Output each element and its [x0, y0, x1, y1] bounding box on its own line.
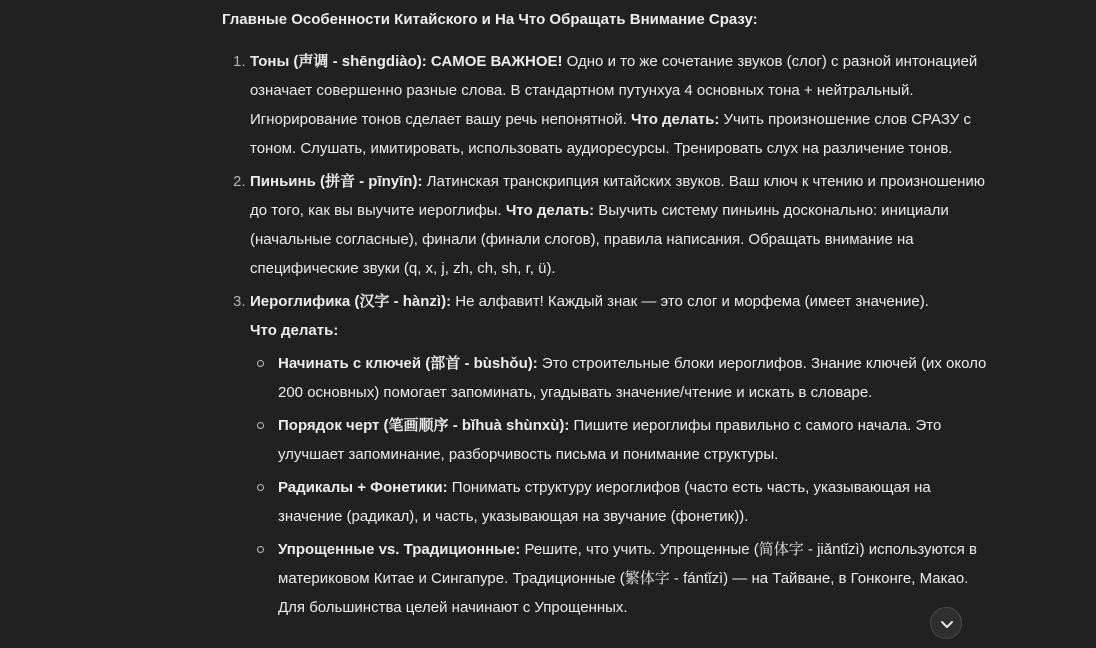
bullet-icon — [257, 360, 264, 367]
sub-item-radicals-phonetics — [278, 473, 990, 531]
features-list — [222, 47, 990, 626]
section-heading: Главные Особенности Китайского и На Что Обращать Внимание Сразу: — [222, 11, 758, 28]
sub-item-title: Начинать с ключей (部首 - bùshǒu): — [278, 355, 538, 372]
sub-item-text: Решите, что учить. Упрощенные (简体字 - jiǎntǐzì) используются в материковом Китае и Сингапуре. Традиционные (繁体字 - fántǐzì) — на Тайване, в Гонконге, Макао. Для большинства целей начинают с Упрощенных. — [278, 541, 977, 616]
list-item-tones — [233, 47, 990, 163]
sub-item-text: Пишите иероглифы правильно с самого начала. Это улучшает запоминание, разборчивость письма и понимание структуры. — [278, 417, 942, 463]
chevron-down-icon — [939, 616, 955, 632]
item-text: Одно и то же сочетание звуков (слог) с разной интонацией означает совершенно разные слова. В стандартном путунхуа 4 основных тона + нейтральный. Игнорирование тонов сделает вашу речь непонятной. — [250, 53, 978, 128]
list-item-hieroglyphics — [233, 287, 990, 622]
item-action-text: Учить произношение слов СРАЗУ с тоном. Слушать, имитировать, использовать аудиоресурсы. Тренировать слух на различение тонов. — [250, 111, 971, 157]
item-text: Латинская транскрипция китайских звуков. Ваш ключ к чтению и произношению до того, как вы выучите иероглифы. — [250, 173, 986, 219]
sub-item-title: Упрощенные vs. Традиционные: — [278, 541, 521, 558]
list-item-pinyin — [233, 167, 990, 283]
sub-item-stroke-order — [278, 411, 990, 469]
item-title: Иероглифика (汉字 - hànzì): — [250, 293, 452, 310]
sub-item-text: Это строительные блоки иероглифов. Знание ключей (их около 200 основных) помогает запоминать, угадывать значение/чтение и искать в словаре. — [278, 355, 987, 401]
sub-item-title: Порядок черт (笔画顺序 - bǐhuà shùnxù): — [278, 417, 570, 434]
scroll-to-bottom-button[interactable] — [930, 607, 962, 639]
bullet-icon — [257, 422, 264, 429]
sub-item-title: Радикалы + Фонетики: — [278, 479, 448, 496]
list-number: 3. — [233, 293, 246, 310]
list-number: 2. — [233, 173, 246, 190]
item-title: Тоны (声调 - shēngdiào): САМОЕ ВАЖНОЕ! — [250, 53, 563, 70]
bullet-icon — [257, 546, 264, 553]
sub-list — [250, 349, 990, 622]
item-text: Не алфавит! Каждый знак — это слог и морфема (имеет значение). — [451, 293, 929, 310]
item-title: Пиньинь (拼音 - pīnyīn): — [250, 173, 423, 190]
item-action-text: Выучить систему пиньинь досконально: инициали (начальные согласные), финали (финали слогов), правила написания. Обращать внимание на специфические звуки (q, x, j, zh, ch, sh, r, ü). — [250, 202, 949, 277]
item-action-label: Что делать: — [631, 111, 720, 128]
item-action-label: Что делать: — [505, 202, 595, 219]
sub-item-simplified-traditional — [278, 535, 990, 622]
sub-item-radicals — [278, 349, 990, 407]
sub-item-text: Понимать структуру иероглифов (часто есть часть, указывающая на значение (радикал), и часть, указывающая на звучание (фонетик)). — [278, 479, 931, 525]
bullet-icon — [257, 484, 264, 491]
item-action-label: Что делать: — [250, 322, 339, 339]
list-number: 1. — [233, 53, 246, 70]
